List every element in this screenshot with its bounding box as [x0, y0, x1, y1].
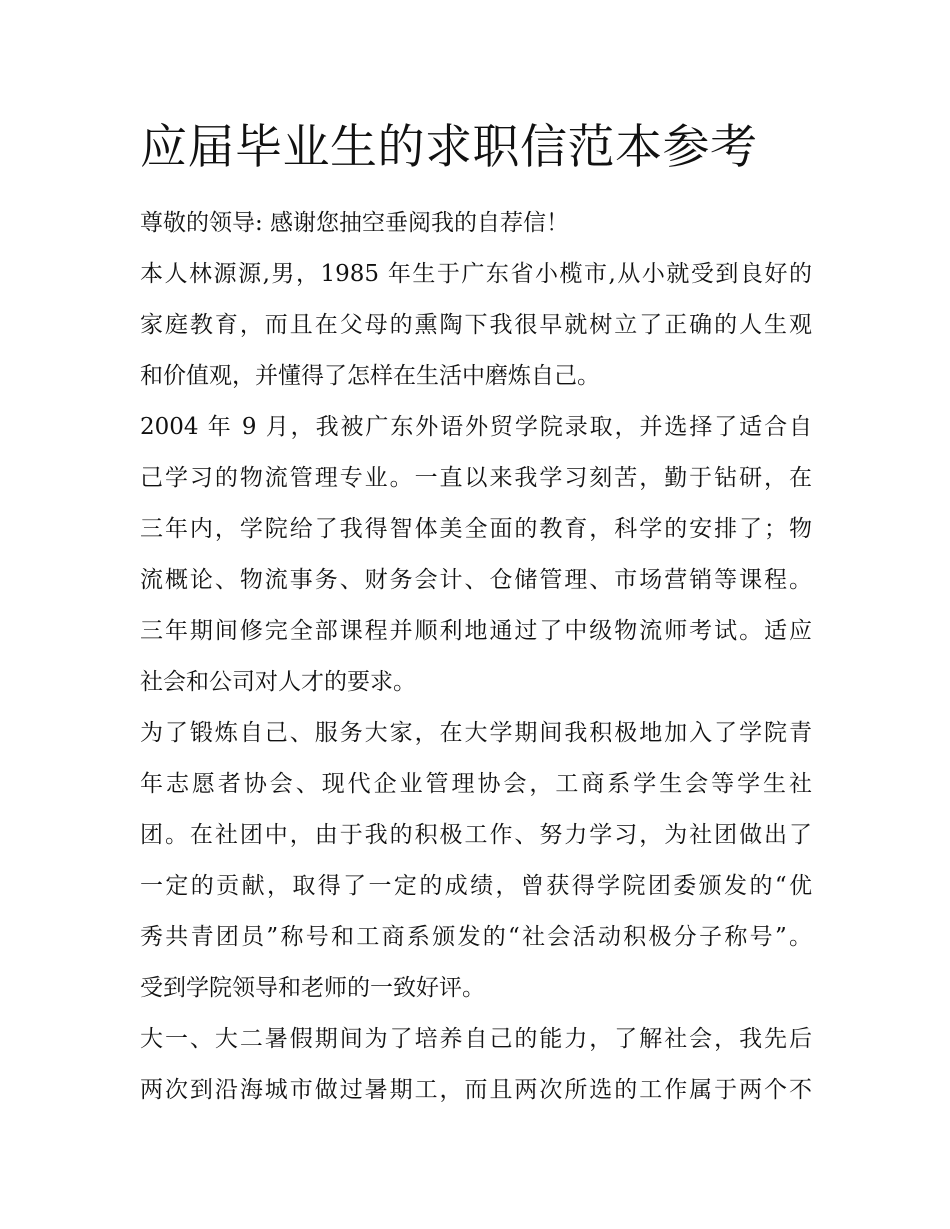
text-line: 本人林源源,男，1985 年生于广东省小榄市,从小就受到良好的 — [140, 261, 812, 287]
text-line: 受到学院领导和老师的一致好评。 — [140, 975, 485, 1001]
text-line: 和价值观，并懂得了怎样在生活中磨炼自己。 — [140, 363, 600, 389]
text-line: 三年内，学院给了我得智体美全面的教育，科学的安排了；物 — [140, 516, 812, 542]
text-line: 年志愿者协会、现代企业管理协会，工商系学生会等学生社 — [140, 771, 812, 797]
text-line: 一定的贡献，取得了一定的成绩，曾获得学院团委颁发的“优 — [140, 873, 812, 899]
text-line: 己学习的物流管理专业。一直以来我学习刻苦，勤于钻研，在 — [140, 465, 812, 491]
salutation-line: 尊敬的领导: 感谢您抽空垂阅我的自荐信！ — [140, 210, 570, 236]
document-body — [140, 112, 812, 1116]
text-line: 三年期间修完全部课程并顺利地通过了中级物流师考试。适应 — [140, 618, 812, 644]
text-line: 流概论、物流事务、财务会计、仓储管理、市场营销等课程。 — [140, 567, 812, 593]
document-title: 应届毕业生的求职信范本参考 — [140, 120, 758, 175]
text-line: 秀共青团员”称号和工商系颁发的“社会活动积极分子称号”。 — [140, 924, 812, 950]
text-line: 家庭教育，而且在父母的熏陶下我很早就树立了正确的人生观 — [140, 312, 812, 338]
text-line: 为了锻炼自己、服务大家，在大学期间我积极地加入了学院青 — [140, 720, 812, 746]
text-line: 2004 年 9 月，我被广东外语外贸学院录取，并选择了适合自 — [140, 414, 812, 440]
text-line: 社会和公司对人才的要求。 — [140, 669, 416, 695]
text-line: 两次到沿海城市做过暑期工，而且两次所选的工作属于两个不 — [140, 1077, 812, 1103]
text-line: 团。在社团中，由于我的积极工作、努力学习，为社团做出了 — [140, 822, 812, 848]
text-line: 大一、大二暑假期间为了培养自己的能力，了解社会，我先后 — [140, 1026, 812, 1052]
